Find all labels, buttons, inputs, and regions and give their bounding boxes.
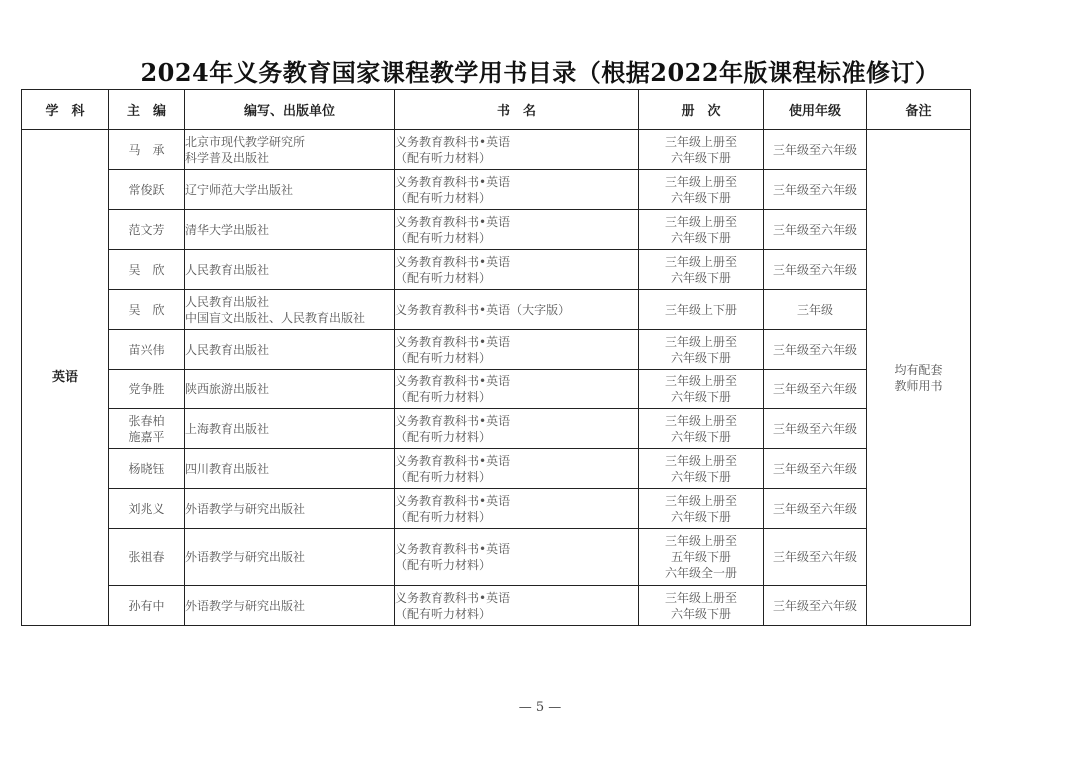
volume-cell	[639, 290, 764, 330]
volume-cell-line: 三年级上册至	[664, 374, 737, 388]
grade-cell: 三年级至六年级	[764, 409, 867, 449]
volume-cell-line: 三年级上册至	[664, 453, 737, 468]
header-editor: 主 编	[109, 90, 185, 130]
remark-cell	[867, 130, 971, 626]
editor-cell-line: 常俊跃	[128, 182, 165, 197]
volume-cell	[639, 489, 764, 529]
publisher-cell	[185, 170, 395, 210]
editor-cell-line: 张春柏	[128, 413, 165, 428]
table-row	[22, 409, 971, 449]
publisher-cell-line: 陕西旅游出版社	[185, 382, 270, 396]
grade-cell: 三年级至六年级	[764, 586, 867, 626]
header-subject: 学 科	[22, 90, 109, 130]
book-title-cell	[395, 170, 639, 210]
editor-cell-line: 孙有中	[128, 598, 165, 613]
publisher-cell	[185, 586, 395, 626]
book-title-cell-line: 义务教育教科书•英语	[395, 334, 511, 349]
book-title-cell	[395, 130, 639, 170]
volume-cell-line: 三年级上册至	[664, 134, 737, 149]
publisher-cell	[185, 330, 395, 370]
book-title-cell-line: （配有听力材料）	[395, 606, 492, 621]
publisher-cell-line: 清华大学出版社	[185, 222, 270, 237]
volume-cell	[639, 370, 764, 409]
publisher-cell-line: 人民教育出版社	[185, 262, 270, 277]
editor-cell	[109, 529, 185, 586]
book-title-cell-line: （配有听力材料）	[395, 429, 492, 444]
volume-cell-line: 三年级上册至	[664, 214, 737, 229]
publisher-cell-line: 北京市现代教学研究所	[185, 134, 306, 149]
volume-cell	[639, 330, 764, 370]
editor-cell	[109, 449, 185, 489]
editor-cell-line: 刘兆义	[128, 501, 165, 516]
publisher-cell-line: 外语教学与研究出版社	[185, 598, 306, 613]
book-title-cell-line: 义务教育教科书•英语	[395, 493, 511, 508]
volume-cell-line: 六年级下册	[670, 390, 731, 404]
editor-cell-line: 张祖春	[128, 550, 165, 564]
volume-cell-line: 三年级上册至	[664, 534, 737, 548]
header-remark: 备注	[867, 90, 971, 130]
book-title-cell-line: （配有听力材料）	[395, 558, 492, 572]
publisher-cell	[185, 409, 395, 449]
editor-cell-line: 施嘉平	[128, 429, 165, 444]
table-row	[22, 529, 971, 586]
volume-cell-line: 六年级下册	[670, 469, 731, 484]
publisher-cell	[185, 489, 395, 529]
book-title-cell	[395, 250, 639, 290]
book-title-cell	[395, 489, 639, 529]
volume-cell	[639, 130, 764, 170]
table-row	[22, 130, 971, 170]
book-title-cell-line: （配有听力材料）	[395, 190, 492, 205]
book-title-cell	[395, 409, 639, 449]
editor-cell	[109, 250, 185, 290]
volume-cell-line: 三年级上册至	[664, 590, 737, 605]
page-title: 2024年义务教育国家课程教学用书目录（根据2022年版课程标准修订）	[140, 58, 940, 87]
table-row	[22, 330, 971, 370]
editor-cell	[109, 370, 185, 409]
book-title-cell-line: （配有听力材料）	[395, 509, 492, 524]
book-title-cell-line: （配有听力材料）	[395, 150, 492, 165]
table-row	[22, 290, 971, 330]
publisher-cell-line: 中国盲文出版社、人民教育出版社	[185, 310, 366, 325]
volume-cell	[639, 586, 764, 626]
publisher-cell-line: 人民教育出版社	[185, 342, 270, 357]
editor-cell-line: 马 承	[128, 142, 165, 157]
publisher-cell-line: 四川教育出版社	[185, 461, 270, 476]
textbook-catalog-table	[21, 89, 971, 626]
book-title-cell-line: （配有听力材料）	[395, 270, 492, 285]
book-title-cell-line: 义务教育教科书•英语	[395, 374, 511, 388]
volume-cell-line: 三年级上册至	[664, 493, 737, 508]
page-number: — 5 —	[518, 700, 562, 715]
editor-cell	[109, 489, 185, 529]
editor-cell	[109, 409, 185, 449]
grade-cell: 三年级至六年级	[764, 529, 867, 586]
volume-cell-line: 六年级下册	[670, 190, 731, 205]
book-title-cell-line: 义务教育教科书•英语	[395, 542, 511, 556]
book-title-cell-line: （配有听力材料）	[395, 350, 492, 365]
volume-cell-line: 六年级下册	[670, 606, 731, 621]
publisher-cell-line: 辽宁师范大学出版社	[185, 182, 294, 197]
grade-cell: 三年级至六年级	[764, 489, 867, 529]
publisher-cell	[185, 210, 395, 250]
table-row	[22, 170, 971, 210]
publisher-cell	[185, 370, 395, 409]
book-title-cell	[395, 529, 639, 586]
publisher-cell	[185, 250, 395, 290]
editor-cell	[109, 170, 185, 210]
book-title-cell	[395, 586, 639, 626]
subject-cell: 英语	[22, 130, 109, 626]
editor-cell	[109, 290, 185, 330]
book-title-cell-line: 义务教育教科书•英语	[395, 254, 511, 269]
editor-cell	[109, 586, 185, 626]
editor-cell-line: 吴 欣	[128, 262, 165, 277]
volume-cell-line: 五年级下册	[670, 550, 731, 564]
volume-cell	[639, 210, 764, 250]
header-volume: 册 次	[639, 90, 764, 130]
publisher-cell-line: 科学普及出版社	[185, 150, 270, 165]
grade-cell: 三年级至六年级	[764, 130, 867, 170]
editor-cell-line: 吴 欣	[128, 302, 165, 317]
publisher-cell	[185, 529, 395, 586]
editor-cell	[109, 330, 185, 370]
volume-cell-line: 三年级上册至	[664, 413, 737, 428]
volume-cell-line: 三年级上下册	[664, 302, 737, 317]
grade-cell: 三年级至六年级	[764, 170, 867, 210]
publisher-cell-line: 人民教育出版社	[185, 294, 270, 309]
book-title-cell	[395, 210, 639, 250]
header-book-title: 书 名	[395, 90, 639, 130]
grade-cell: 三年级至六年级	[764, 449, 867, 489]
grade-cell: 三年级至六年级	[764, 210, 867, 250]
table-row	[22, 210, 971, 250]
editor-cell-line: 杨晓钰	[128, 461, 165, 476]
editor-cell-line: 苗兴伟	[128, 342, 165, 357]
editor-cell	[109, 130, 185, 170]
book-title-cell-line: （配有听力材料）	[395, 390, 492, 404]
volume-cell-line: 六年级全一册	[664, 566, 737, 580]
table-row	[22, 489, 971, 529]
book-title-cell	[395, 290, 639, 330]
volume-cell	[639, 170, 764, 210]
table-row	[22, 250, 971, 290]
grade-cell: 三年级至六年级	[764, 370, 867, 409]
publisher-cell	[185, 130, 395, 170]
volume-cell	[639, 529, 764, 586]
table-row	[22, 370, 971, 409]
volume-cell-line: 六年级下册	[670, 230, 731, 245]
book-title-cell	[395, 330, 639, 370]
book-title-cell-line: 义务教育教科书•英语	[395, 214, 511, 229]
volume-cell	[639, 449, 764, 489]
book-title-cell	[395, 370, 639, 409]
volume-cell-line: 三年级上册至	[664, 254, 737, 269]
grade-cell: 三年级至六年级	[764, 250, 867, 290]
book-title-cell-line: 义务教育教科书•英语	[395, 413, 511, 428]
volume-cell-line: 六年级下册	[670, 429, 731, 444]
volume-cell-line: 六年级下册	[670, 350, 731, 365]
volume-cell	[639, 409, 764, 449]
volume-cell-line: 六年级下册	[670, 150, 731, 165]
book-title-cell	[395, 449, 639, 489]
header-publisher: 编写、出版单位	[185, 90, 395, 130]
volume-cell-line: 六年级下册	[670, 509, 731, 524]
volume-cell	[639, 250, 764, 290]
editor-cell-line: 党争胜	[128, 382, 165, 396]
table-row	[22, 586, 971, 626]
remark-cell-line: 均有配套	[894, 362, 943, 377]
editor-cell	[109, 210, 185, 250]
book-title-cell-line: 义务教育教科书•英语	[395, 590, 511, 605]
book-title-cell-line: （配有听力材料）	[395, 230, 492, 245]
volume-cell-line: 六年级下册	[670, 270, 731, 285]
volume-cell-line: 三年级上册至	[664, 174, 737, 189]
table-row	[22, 449, 971, 489]
volume-cell-line: 三年级上册至	[664, 334, 737, 349]
book-title-cell-line: 义务教育教科书•英语	[395, 134, 511, 149]
publisher-cell-line: 外语教学与研究出版社	[185, 501, 306, 516]
publisher-cell	[185, 449, 395, 489]
grade-cell: 三年级至六年级	[764, 330, 867, 370]
editor-cell-line: 范文芳	[128, 222, 165, 237]
header-grade: 使用年级	[764, 90, 867, 130]
book-title-cell-line: 义务教育教科书•英语	[395, 174, 511, 189]
book-title-cell-line: 义务教育教科书•英语	[395, 453, 511, 468]
book-title-cell-line: （配有听力材料）	[395, 469, 492, 484]
publisher-cell-line: 上海教育出版社	[185, 421, 270, 436]
publisher-cell-line: 外语教学与研究出版社	[185, 550, 306, 564]
publisher-cell	[185, 290, 395, 330]
book-title-cell-line: 义务教育教科书•英语（大字版）	[395, 302, 571, 317]
grade-cell: 三年级	[764, 290, 867, 330]
table-header-row	[22, 90, 971, 130]
remark-cell-line: 教师用书	[894, 378, 943, 393]
